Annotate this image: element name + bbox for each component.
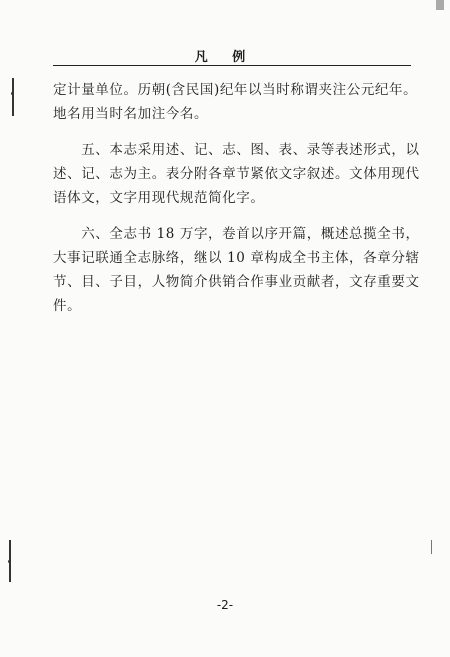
text-line: 述、记、志为主。表分附各章节紧依文字叙述。文体用现代: [53, 166, 420, 182]
paragraph-item-five: [53, 138, 420, 210]
body-text: [53, 78, 420, 318]
text-line: 地名用当时名加注今名。: [53, 106, 209, 122]
scan-artifact-right: [431, 540, 432, 554]
text-line: 节、目、子目，人物简介供销合作事业贡献者，文存重要文: [53, 274, 420, 290]
text-line: 大事记联通全志脉络，继以 10 章构成全书主体，各章分辖: [53, 250, 420, 266]
paragraph-item-six: [53, 222, 420, 318]
header-divider: [53, 65, 411, 66]
scan-artifact-left-top-dot: [11, 92, 14, 95]
text-line: 语体文，文字用现代规范简化字。: [53, 190, 265, 206]
scan-artifact-left-top: [12, 78, 14, 116]
text-line: 件。: [53, 298, 82, 314]
page-number: -2-: [216, 598, 234, 612]
scan-artifact-top-right: [436, 0, 444, 10]
text-line: 六、全志书 18 万字，卷首以序开篇，概述总揽全书，: [53, 226, 420, 242]
scan-artifact-left-bottom-dot: [8, 560, 11, 563]
page-header-title: 凡 例: [194, 50, 256, 65]
text-line: 定计量单位。历朝(含民国)纪年以当时称谓夹注公元纪年。: [53, 82, 418, 98]
text-line: 五、本志采用述、记、志、图、表、录等表述形式，以: [53, 142, 420, 158]
paragraph-continuation: [53, 78, 418, 126]
